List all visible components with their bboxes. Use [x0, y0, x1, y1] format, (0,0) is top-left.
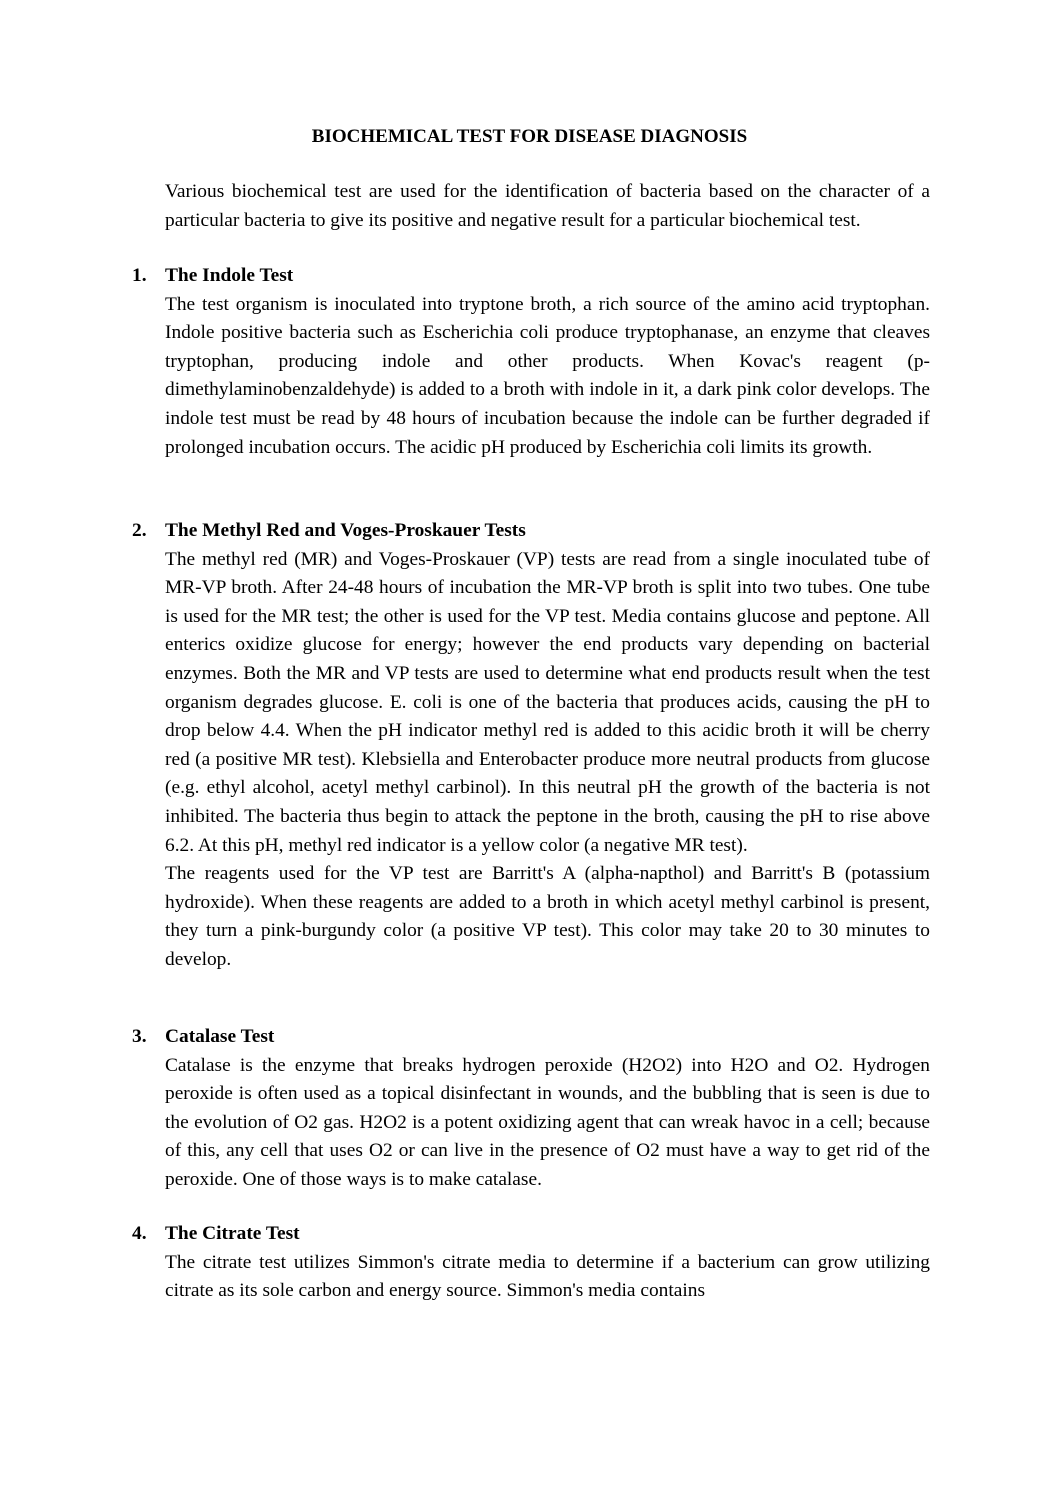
section-body [165, 291, 930, 463]
section-heading: The Methyl Red and Voges-Proskauer Tests [165, 520, 526, 541]
section-body [165, 546, 930, 975]
document-title: BIOCHEMICAL TEST FOR DISEASE DIAGNOSIS [311, 126, 748, 147]
section-paragraph: The reagents used for the VP test are Barritt's A (alpha-napthol) and Barritt's B (potassium hydroxide). When these reagents are added to a broth in which acetyl methyl carbinol is present, they turn a pink-burgundy color (a positive VP test). This color may take 20 to 30 minutes to develop. [165, 863, 930, 970]
section-heading: The Citrate Test [165, 1223, 300, 1244]
section-body [165, 1249, 930, 1306]
intro-paragraph: Various biochemical test are used for the identification of bacteria based on the character of a particular bacteria to give its positive and negative result for a particular biochemical test. [165, 181, 930, 231]
section-number: 2. [132, 520, 147, 541]
section-number: 1. [132, 265, 147, 286]
section-number: 4. [132, 1223, 147, 1244]
section-heading: The Indole Test [165, 265, 294, 286]
section-paragraph: The test organism is inoculated into tryptone broth, a rich source of the amino acid tryptophan. Indole positive bacteria such as Escherichia coli produce tryptophanase, an enzyme that cleaves tryptophan, producing indole and other products. When Kovac's reagent (p-dimethylaminobenzaldehyde) is added to a broth with indole in it, a dark pink color develops. The indole test must be read by 48 hours of incubation because the indole can be further degraded if prolonged incubation occurs. The acidic pH produced by Escherichia coli limits its growth. [165, 293, 930, 458]
section-paragraph: The methyl red (MR) and Voges-Proskauer (VP) tests are read from a single inoculated tube of MR-VP broth. After 24-48 hours of incubation the MR-VP broth is split into two tubes. One tube is used for the MR test; the other is used for the VP test. Media contains glucose and peptone. All enterics oxidize glucose for energy; however the end products vary depending on bacterial enzymes. Both the MR and VP tests are used to determine what end products result when the test organism degrades glucose. E. coli is one of the bacteria that produces acids, causing the pH to drop below 4.4. When the pH indicator methyl red is added to this acidic broth it will be cherry red (a positive MR test). Klebsiella and Enterobacter produce more neutral products from glucose (e.g. ethyl alcohol, acetyl methyl carbinol). In this neutral pH the growth of the bacteria is not inhibited. The bacteria thus begin to attack the peptone in the broth, causing the pH to rise above 6.2. At this pH, methyl red indicator is a yellow color (a negative MR test). [165, 548, 930, 856]
section-paragraph: The citrate test utilizes Simmon's citrate media to determine if a bacterium can grow utilizing citrate as its sole carbon and energy source. Simmon's media contains [165, 1251, 930, 1302]
section-body [165, 1052, 930, 1195]
section-number: 3. [132, 1026, 147, 1047]
section-heading: Catalase Test [165, 1026, 275, 1047]
section-paragraph: Catalase is the enzyme that breaks hydrogen peroxide (H2O2) into H2O and O2. Hydrogen peroxide is often used as a topical disinfectant in wounds, and the bubbling that is seen is due to the evolution of O2 gas. H2O2 is a potent oxidizing agent that can wreak havoc in a cell; because of this, any cell that uses O2 or can live in the presence of O2 must have a way to get rid of the peroxide. One of those ways is to make catalase. [165, 1054, 930, 1190]
